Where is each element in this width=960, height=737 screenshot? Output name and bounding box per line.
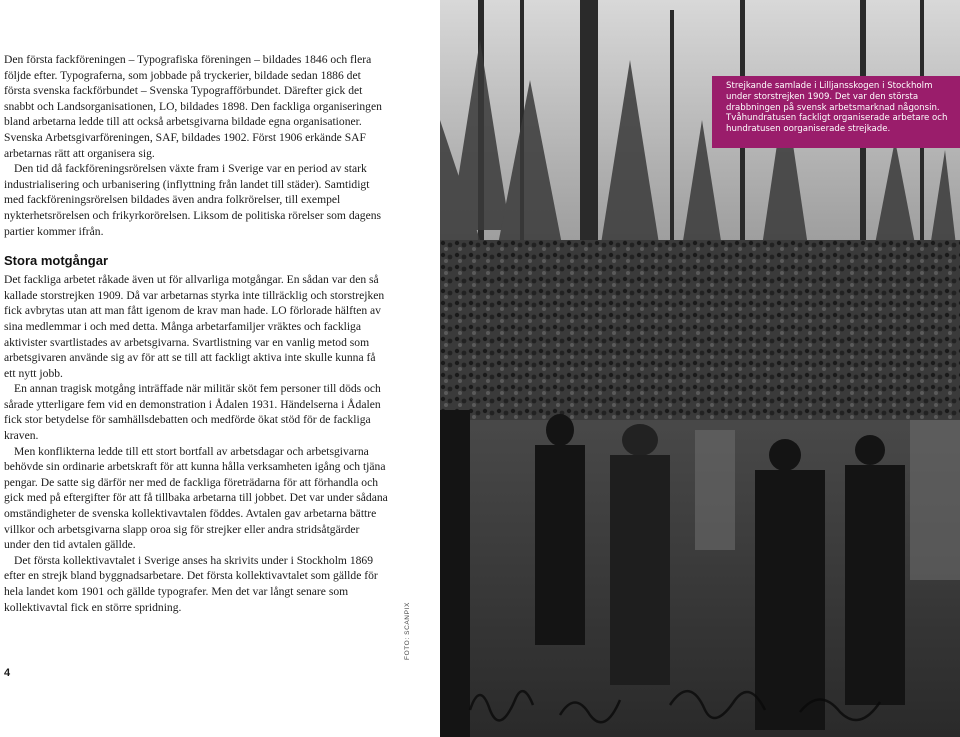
paragraph-4: En annan tragisk motgång inträffade när militär sköt fem personer till döds och sårade ytterligare fem vid en demonstration i Ådalen 1931. Händelserna i Ådalen fick stor betydelse för samhällsdebatten och medförde ökat stöd för de fackliga kraven.: [4, 382, 381, 443]
paragraph-5: Men konflikterna ledde till ett stort bortfall av arbetsdagar och arbetsgivarna behövde sin ordinarie arbetskraft för att kunna hålla verksamheten igång och tjäna pengar. De satte sig därför ner med de fackliga företrädarna för att förhandla och gick med på eftergifter för att få tillbaka arbetarna till jobbet. Det var under sådana omständigheter de svenska kollektivavtalen föddes. Avtalen gav arbetarna bättre villkor och arbetsgivarna slapp oroa sig för strejker eller andra stridsåtgärder under den tid avtalen gällde.: [4, 444, 388, 552]
photo-credit: FOTO: SCANPIX: [404, 602, 411, 660]
paragraph-6: Det första kollektivavtalet i Sverige anses ha skrivits under i Stockholm 1869 efter en strejk bland byggnadsarbetare. Det första kollektivavtalet som gällde för hela landet kom 1901 och gällde typografer. Men det var långt senare som kollektivavtal fick en större spridning.: [4, 553, 378, 614]
section-heading: Stora motgångar: [4, 253, 109, 269]
photo-caption: Strejkande samlade i Lilljansskogen i Stockholm under storstrejken 1909. Det var den största drabbningen på svensk arbetsmarknad någonsin. Tvåhundratusen fackligt organiserade arbetare och hundratusen oorganiserade strejkade.: [712, 76, 960, 148]
paragraph-3: Det fackliga arbetet råkade även ut för allvarliga motgångar. En sådan var den så kallade storstrejken 1909. Då var arbetarnas styrka inte tillräcklig och storstrejken fick avbrytas utan att man fått igenom de krav man hade. LO förlorade hälften av sina medlemmar i och med detta. Många arbetarfamiljer vräktes och fackliga aktivister svartlistades av arbetsgivarna. Svartlistning var en vanlig metod som arbetsgivaren använde sig av för att se till att fackligt aktiva inte skulle kunna få ett nytt jobb.: [4, 273, 385, 380]
paragraph-2: Den tid då fackföreningsrörelsen växte fram i Sverige var en period av stark industrialisering och urbanisering (inflyttning från landet till städer). Samtidigt med fackföreningsrörelsen bildades även andra folkrörelser, till exempel nykterhetsrörelsen och frikyrkorörelsen. Liksom de politiska rörelser som dagens partier kommer ifrån.: [4, 162, 382, 238]
article-text: [4, 52, 388, 615]
page-number: 4: [4, 667, 11, 679]
paragraph-1: Den första fackföreningen – Typografiska föreningen – bildades 1846 och flera följde efter. Typograferna, som jobbade på tryckerier, bildade sedan 1886 det första svenska fackförbundet – Svenska Typografförbundet. Därefter gick det snabbt och Landsorganisationen, LO, bildades 1898. Den fackliga organiseringen bland arbetarna ledde till att också arbetsgivarna bildade egna organisationer. Svenska Arbetsgivarföreningen, SAF, bildades 1902. Först 1906 erkände SAF arbetarnas rätt att organisera sig.: [4, 53, 382, 160]
